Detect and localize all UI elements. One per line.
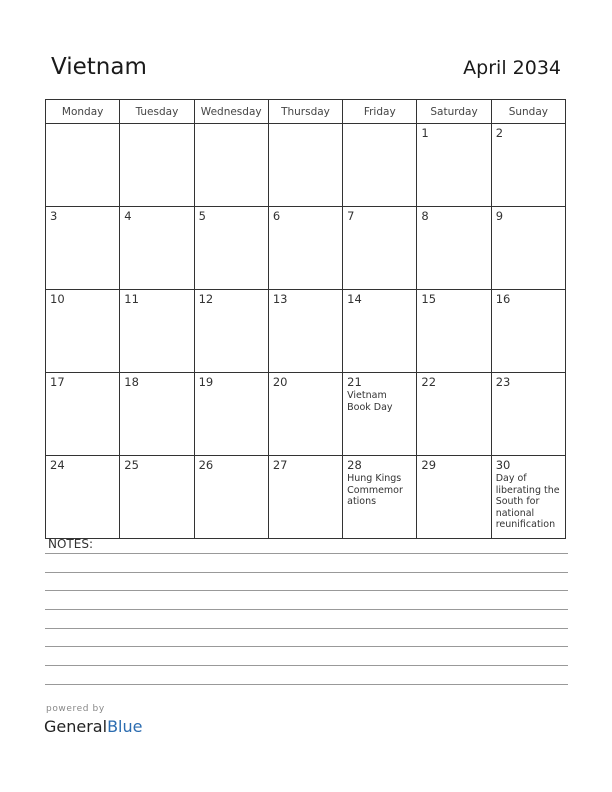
day-cell — [46, 124, 120, 207]
day-cell — [194, 373, 268, 456]
note-line — [45, 646, 568, 647]
note-line — [45, 553, 568, 554]
note-line — [45, 665, 568, 666]
day-cell — [194, 207, 268, 290]
holiday-event: Vietnam Book Day — [347, 390, 393, 413]
day-cell — [268, 456, 342, 539]
day-number: 29 — [421, 458, 437, 472]
day-cell — [46, 456, 120, 539]
day-cell — [46, 290, 120, 373]
day-cell — [120, 124, 194, 207]
day-cell — [417, 456, 491, 539]
note-line — [45, 609, 568, 610]
country-title: Vietnam — [51, 54, 147, 80]
weekday-header: Monday — [46, 100, 120, 124]
month-year-title: April 2034 — [463, 57, 561, 79]
generalblue-logo[interactable] — [44, 717, 142, 736]
day-cell — [46, 373, 120, 456]
day-cell — [343, 373, 417, 456]
day-number: 22 — [421, 375, 437, 389]
day-number: 13 — [272, 292, 288, 306]
day-number: 18 — [124, 375, 139, 389]
day-number: 19 — [198, 375, 214, 389]
day-number: 16 — [495, 292, 511, 306]
day-cell — [417, 124, 491, 207]
brand-general: General — [44, 717, 108, 736]
day-cell — [120, 373, 194, 456]
day-number: 10 — [50, 292, 65, 306]
day-cell — [268, 124, 342, 207]
day-cell — [343, 207, 417, 290]
day-cell — [46, 207, 120, 290]
day-cell — [343, 124, 417, 207]
powered-by-text: powered by — [46, 704, 105, 714]
day-cell — [417, 290, 491, 373]
day-cell — [491, 456, 565, 539]
day-cell — [491, 124, 565, 207]
day-cell — [194, 124, 268, 207]
weekday-header: Wednesday — [194, 100, 268, 124]
day-number: 21 — [347, 375, 362, 389]
holiday-event: Day of liberating the South for national reunification — [495, 473, 560, 530]
day-number: 30 — [495, 458, 511, 472]
day-number: 20 — [272, 375, 288, 389]
week-row — [46, 290, 566, 373]
week-row — [46, 373, 566, 456]
day-number: 3 — [50, 209, 58, 223]
weekday-header: Thursday — [268, 100, 342, 124]
weekday-header: Tuesday — [120, 100, 194, 124]
day-cell — [417, 207, 491, 290]
day-cell — [343, 290, 417, 373]
calendar-grid — [45, 99, 566, 539]
notes-label: NOTES: — [48, 537, 93, 551]
day-number: 8 — [421, 209, 429, 223]
day-cell — [194, 290, 268, 373]
day-number: 9 — [495, 209, 504, 223]
day-number: 4 — [124, 209, 132, 223]
brand-blue: Blue — [107, 717, 143, 736]
day-number: 5 — [198, 209, 206, 223]
day-cell — [120, 290, 194, 373]
day-cell — [268, 207, 342, 290]
day-number: 12 — [198, 292, 214, 306]
day-cell — [268, 290, 342, 373]
day-cell — [120, 456, 194, 539]
day-number: 17 — [50, 375, 65, 389]
day-cell — [120, 207, 194, 290]
day-number: 7 — [347, 209, 355, 223]
note-line — [45, 572, 568, 573]
day-number: 6 — [272, 209, 281, 223]
day-number: 2 — [495, 126, 504, 140]
day-number: 11 — [124, 292, 139, 306]
note-line — [45, 628, 568, 629]
day-cell — [491, 207, 565, 290]
day-cell — [268, 373, 342, 456]
weekday-header: Sunday — [491, 100, 565, 124]
week-row — [46, 124, 566, 207]
day-cell — [417, 373, 491, 456]
day-number: 25 — [124, 458, 139, 472]
day-cell — [343, 456, 417, 539]
weekday-header-row — [46, 100, 566, 124]
holiday-event: Hung Kings Commemor ations — [347, 473, 403, 507]
day-cell — [491, 290, 565, 373]
day-number: 27 — [272, 458, 288, 472]
day-number: 26 — [198, 458, 214, 472]
week-row — [46, 456, 566, 539]
note-line — [45, 684, 568, 685]
day-number: 15 — [421, 292, 437, 306]
day-number: 28 — [347, 458, 362, 472]
note-line — [45, 590, 568, 591]
week-row — [46, 207, 566, 290]
day-number: 1 — [421, 126, 429, 140]
day-number: 23 — [495, 375, 511, 389]
day-number: 24 — [50, 458, 65, 472]
weekday-header: Friday — [343, 100, 417, 124]
day-cell — [491, 373, 565, 456]
day-number: 14 — [347, 292, 362, 306]
weekday-header: Saturday — [417, 100, 491, 124]
day-cell — [194, 456, 268, 539]
